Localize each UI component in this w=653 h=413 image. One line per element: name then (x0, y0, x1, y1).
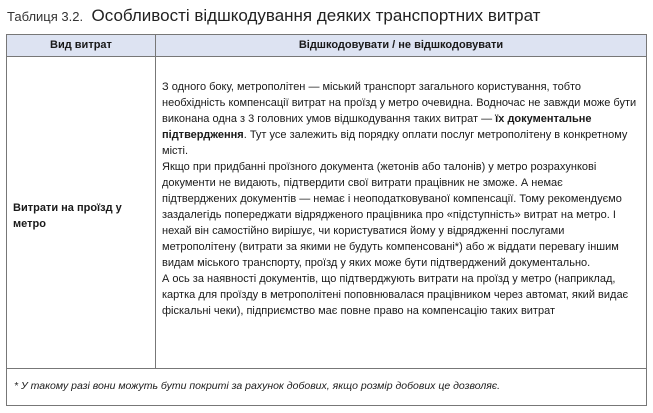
paragraph-2-text: Якщо при придбанні проїзного документа (жетонів або талонів) у метро розрахункові документи не видають, підтвердити свої витрати працівник не зможе. А немає підтверджених документів — немає і неоподатковуваної компенсації. Тому рекомендуємо заздалегідь попереджати відрядженого працівника про «підступність» витрат на метро. І нехай він самостійно вирішує, чи користуватися йому у відрядженні послугами метрополітену (витрати за якими не будуть компенсовані*) або ж віддати перевагу іншим видам міського транспорту, проїзд у яких може бути підтверджений документально. (162, 161, 622, 269)
table-header-row (7, 35, 646, 57)
expenses-table (6, 34, 647, 406)
header-reimburse: Відшкодовувати / не відшкодовувати (298, 39, 504, 51)
table-caption (7, 6, 540, 26)
footnote: * У такому разі вони можуть бути покриті за рахунок добових, якщо розмір добових це дозволяє. (14, 380, 501, 392)
header-expense-type: Вид витрат (7, 35, 156, 56)
paragraph-1 (162, 79, 640, 159)
table-row (7, 57, 646, 369)
row-label-text: Витрати на проїзд у метро (13, 202, 122, 230)
paragraph-2 (162, 159, 640, 271)
row-label-cell (7, 57, 156, 368)
paragraph-1-bold: їх документальне підтвердження (162, 113, 592, 141)
paragraph-1-start: З одного боку, метрополітен — міський транспорт загального користування, тобто необхідність компенсації витрат на проїзд у метро очевидна. Водночас не завжди може бути виконана одна з 3 головних умов відшкодування таких витрат — (162, 81, 637, 125)
caption-label: Таблиця 3.2. (7, 9, 84, 24)
row-text (162, 79, 640, 319)
paragraph-3 (162, 271, 640, 319)
paragraph-3-text: А ось за наявності документів, що підтверджують витрати на проїзд у метро (наприклад, картка для проїзду в метрополітені поповнювалася працівником через автомат, який видає фіскальні чеки), підприємство має повне право на компенсацію таких витрат (162, 273, 629, 317)
row-text-cell (156, 57, 646, 368)
paragraph-1-end: . Тут усе залежить від порядку оплати послуг метрополітену в конкретному місті. (162, 129, 628, 157)
table-footnote-row (7, 369, 646, 405)
caption-title: Особливості відшкодування деяких транспортних витрат (91, 6, 541, 25)
row-label (13, 200, 123, 232)
